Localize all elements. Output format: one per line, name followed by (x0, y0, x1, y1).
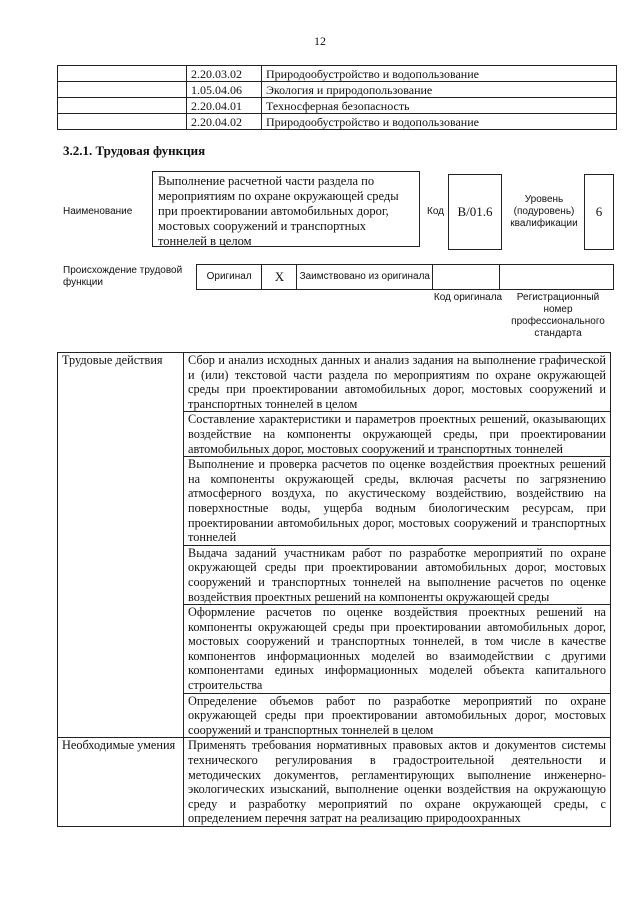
reg-number-caption: Регистрационный номер профессионального стандарта (511, 292, 605, 339)
requirements-table (57, 352, 611, 827)
function-code: B/01.6 (448, 174, 502, 250)
name-cell: Природообустройство и водопользование (262, 66, 617, 82)
codes-table (57, 65, 617, 130)
level-label: Уровень (подуровень) квалификации (510, 194, 578, 229)
original-code-caption: Код оригинала (433, 292, 503, 303)
code-cell: 2.20.04.02 (187, 114, 262, 130)
codes-row (58, 82, 617, 98)
reg-number-cell (500, 265, 614, 290)
codes-row (58, 114, 617, 130)
row-heading: Необходимые умения (58, 738, 184, 827)
original-label: Оригинал (197, 265, 262, 290)
code-cell: 2.20.04.01 (187, 98, 262, 114)
table-cell: Выполнение и проверка расчетов по оценке воздействия проектных решений на компоненты окружающей среды, включая расчеты по загрязнению атмосферного воздуха, по акустическому воздействию, воздействию на поверхностные воды, ущерба водным биологическим ресурсам, при проектировании автомобильных дорог, мостовых сооружений и транспортных тоннелей (184, 457, 611, 546)
table-cell: Определение объемов работ по разработке мероприятий по охране окружающей среды при проектировании автомобильных дорог, мостовых сооружений и транспортных тоннелей в целом (184, 693, 611, 738)
table-cell: Оформление расчетов по оценке воздействия проектных решений на компоненты окружающей среды при проектировании автомобильных дорог, мостовых сооружений и транспортных тоннелей, в том числе в качестве компонентов информационных моделей во взаимодействии с другими компонентами единых информационных моделей объекта капитального строительства (184, 605, 611, 694)
function-name: Выполнение расчетной части раздела по мероприятиям по охране окружающей среды при проектировании автомобильных дорог, мостовых сооружений и транспортных тоннелей в целом (152, 171, 420, 247)
table-cell: Выдача заданий участникам работ по разработке мероприятий по охране окружающей среды при проектировании автомобильных дорог, мостовых сооружений и транспортных тоннелей на выполнение расчетов по оценке воздействия проектных решений на компоненты окружающей среды (184, 545, 611, 604)
original-mark: X (262, 265, 297, 290)
section-title: 3.2.1. Трудовая функция (63, 143, 206, 158)
borrowed-label: Заимствовано из оригинала (297, 265, 433, 290)
original-code-cell (433, 265, 500, 290)
row-heading: Трудовые действия (58, 353, 184, 738)
codes-row (58, 66, 617, 82)
codes-row (58, 98, 617, 114)
code-cell: 2.20.03.02 (187, 66, 262, 82)
table-row (58, 353, 611, 412)
code-cell: 1.05.04.06 (187, 82, 262, 98)
table-cell: Составление характеристики и параметров проектных решений, оказывающих воздействие на компоненты окружающей среды, при проектировании автомобильных дорог, мостовых сооружений и транспортных тоннелей (184, 412, 611, 457)
page-number: 12 (314, 34, 326, 48)
table-cell: Применять требования нормативных правовых актов и документов системы технического регулирования в градостроительной деятельности и методических документов, регламентирующих выполнение инженерно-экологических изысканий, выполнение оценки воздействия на окружающую среду и разработку мероприятий по охране окружающей среды, с определением перечня затрат на реализацию природоохранных (184, 738, 611, 827)
table-cell: Сбор и анализ исходных данных и анализ задания на выполнение графической и (или) текстовой части раздела по мероприятиям по охране окружающей среды при проектировании автомобильных дорог, мостовых сооружений и транспортных тоннелей в целом (184, 353, 611, 412)
name-label: Наименование (63, 206, 133, 217)
table-row (58, 738, 611, 827)
origin-table (196, 264, 614, 290)
name-cell: Техносферная безопасность (262, 98, 617, 114)
qualification-level: 6 (584, 174, 614, 250)
origin-label: Происхождение трудовой функции (63, 265, 183, 288)
name-cell: Экология и природопользование (262, 82, 617, 98)
code-label: Код (427, 206, 445, 217)
name-cell: Природообустройство и водопользование (262, 114, 617, 130)
